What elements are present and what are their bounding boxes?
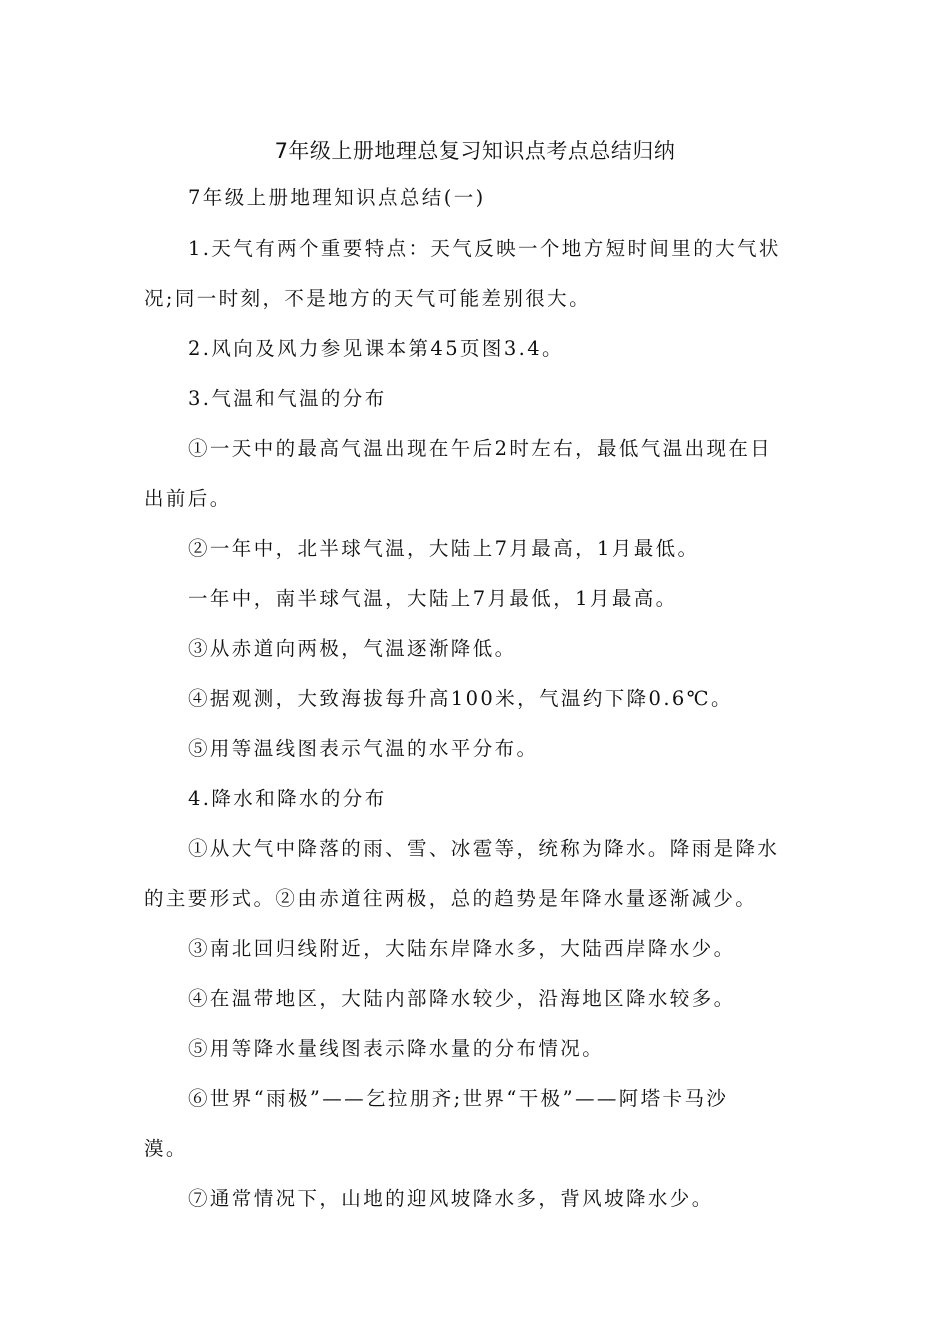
paragraph-line: 一年中，南半球气温，大陆上7月最低，1月最高。: [188, 587, 678, 610]
paragraph-line: ④据观测，大致海拔每升高100米，气温约下降0.6℃。: [188, 687, 733, 710]
paragraph-line: 出前后。: [144, 487, 232, 510]
paragraph-line: 况;同一时刻，不是地方的天气可能差别很大。: [144, 287, 591, 310]
paragraph-line: ⑤用等降水量线图表示降水量的分布情况。: [188, 1037, 605, 1060]
subsection-heading: 4.降水和降水的分布: [188, 787, 387, 810]
paragraph-line: ②一年中，北半球气温，大陆上7月最高，1月最低。: [188, 537, 700, 560]
paragraph-line: ①一天中的最高气温出现在午后2时左右，最低气温出现在日: [188, 437, 773, 460]
section-heading: 7年级上册地理知识点总结(一): [188, 186, 486, 209]
subsection-heading: 3.气温和气温的分布: [188, 387, 387, 410]
paragraph-line: 1.天气有两个重要特点：天气反映一个地方短时间里的大气状: [188, 237, 781, 260]
paragraph-line: ①从大气中降落的雨、雪、冰雹等，统称为降水。降雨是降水: [188, 837, 780, 860]
paragraph-line: ⑤用等温线图表示气温的水平分布。: [188, 737, 539, 760]
paragraph-line: 2.风向及风力参见课本第45页图3.4。: [188, 337, 564, 360]
paragraph-line: 漠。: [144, 1137, 188, 1160]
paragraph-line: 的主要形式。②由赤道往两极，总的趋势是年降水量逐渐减少。: [144, 887, 758, 910]
paragraph-line: ⑦通常情况下，山地的迎风坡降水多，背风坡降水少。: [188, 1187, 714, 1210]
paragraph-line: ③南北回归线附近，大陆东岸降水多，大陆西岸降水少。: [188, 937, 736, 960]
paragraph-line: ③从赤道向两极，气温逐渐降低。: [188, 637, 517, 660]
document-title: 7年级上册地理总复习知识点考点总结归纳: [274, 139, 676, 163]
paragraph-line: ④在温带地区，大陆内部降水较少，沿海地区降水较多。: [188, 987, 736, 1010]
paragraph-line: ⑥世界“雨极”——乞拉朋齐;世界“干极”——阿塔卡马沙: [188, 1087, 729, 1110]
